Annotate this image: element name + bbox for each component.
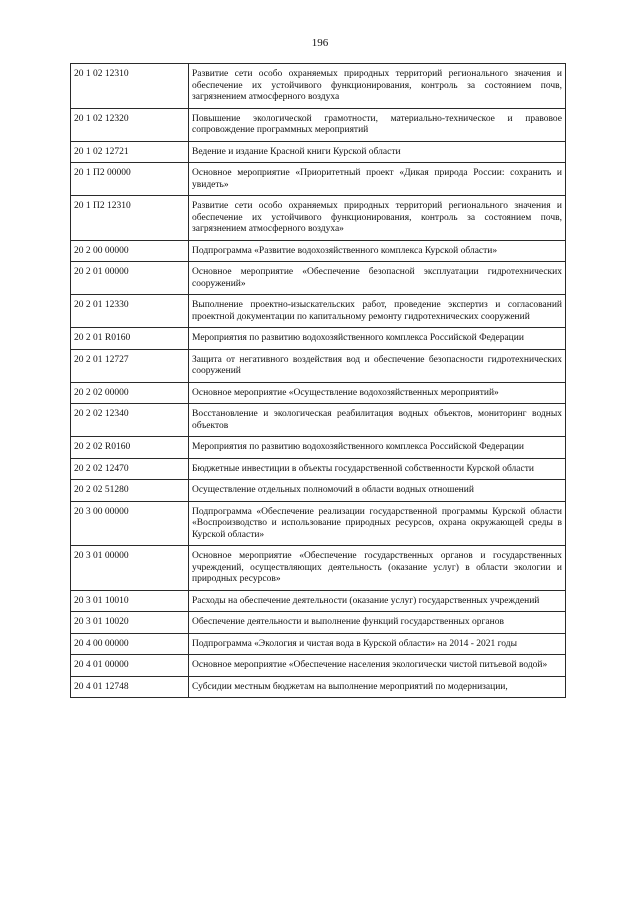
table-row (71, 612, 566, 634)
row-description: Защита от негативного воздействия вод и обеспечение безопасности гидротехнических сооружений (189, 349, 566, 382)
table-row (71, 196, 566, 241)
row-code: 20 2 02 51280 (71, 480, 189, 502)
row-description: Основное мероприятие «Осуществление водохозяйственных мероприятий» (189, 382, 566, 404)
row-code: 20 2 01 12330 (71, 295, 189, 328)
row-code: 20 3 01 10020 (71, 612, 189, 634)
row-description: Развитие сети особо охраняемых природных территорий регионального значения и обеспечение их устойчивого функционирования, контроль за состоянием почв, загрязнением атмосферного воздуха (189, 64, 566, 109)
row-code: 20 1 02 12310 (71, 64, 189, 109)
row-description: Субсидии местным бюджетам на выполнение мероприятий по модернизации, (189, 676, 566, 698)
page-number: 196 (311, 37, 329, 49)
row-description: Подпрограмма «Экология и чистая вода в Курской области» на 2014 - 2021 годы (189, 633, 566, 655)
table-row (71, 382, 566, 404)
row-description: Развитие сети особо охраняемых природных территорий регионального значения и обеспечение их устойчивого функционирования, контроль за состоянием почв, загрязнением атмосферного воздуха» (189, 196, 566, 241)
table-row (71, 546, 566, 591)
row-code: 20 4 01 12748 (71, 676, 189, 698)
table-row (71, 108, 566, 141)
row-description: Мероприятия по развитию водохозяйственного комплекса Российской Федерации (189, 328, 566, 350)
table-row (71, 141, 566, 163)
budget-codes-table (70, 63, 566, 698)
table-row (71, 501, 566, 546)
budget-codes-table-body (71, 64, 566, 698)
row-description: Выполнение проектно-изыскательских работ, проведение экспертиз и согласований проектной документации по капитальному ремонту гидротехнических сооружений (189, 295, 566, 328)
row-code: 20 3 00 00000 (71, 501, 189, 546)
row-description: Обеспечение деятельности и выполнение функций государственных органов (189, 612, 566, 634)
table-row (71, 404, 566, 437)
row-code: 20 2 01 00000 (71, 262, 189, 295)
row-description: Мероприятия по развитию водохозяйственного комплекса Российской Федерации (189, 437, 566, 459)
table-row (71, 676, 566, 698)
row-code: 20 3 01 00000 (71, 546, 189, 591)
row-code: 20 1 П2 00000 (71, 163, 189, 196)
table-row (71, 262, 566, 295)
row-code: 20 1 02 12320 (71, 108, 189, 141)
table-row (71, 655, 566, 677)
row-code: 20 4 00 00000 (71, 633, 189, 655)
row-code: 20 2 01 R0160 (71, 328, 189, 350)
row-description: Основное мероприятие «Обеспечение населения экологически чистой питьевой водой» (189, 655, 566, 677)
row-description: Подпрограмма «Развитие водохозяйственного комплекса Курской области» (189, 240, 566, 262)
row-code: 20 2 02 00000 (71, 382, 189, 404)
row-description: Основное мероприятие «Обеспечение государственных органов и государственных учреждений, осуществляющих деятельность (оказание услуг) в области экологии и природных ресурсов» (189, 546, 566, 591)
row-description: Расходы на обеспечение деятельности (оказание услуг) государственных учреждений (189, 590, 566, 612)
row-code: 20 2 01 12727 (71, 349, 189, 382)
table-row (71, 295, 566, 328)
row-code: 20 1 П2 12310 (71, 196, 189, 241)
row-code: 20 1 02 12721 (71, 141, 189, 163)
row-code: 20 2 00 00000 (71, 240, 189, 262)
table-row (71, 590, 566, 612)
row-description: Основное мероприятие «Приоритетный проект «Дикая природа России: сохранить и увидеть» (189, 163, 566, 196)
row-description: Осуществление отдельных полномочий в области водных отношений (189, 480, 566, 502)
row-description: Повышение экологической грамотности, материально-техническое и правовое сопровождение программных мероприятий (189, 108, 566, 141)
table-row (71, 240, 566, 262)
table-row (71, 633, 566, 655)
row-code: 20 2 02 R0160 (71, 437, 189, 459)
table-row (71, 349, 566, 382)
row-code: 20 2 02 12470 (71, 458, 189, 480)
table-row (71, 328, 566, 350)
table-row (71, 64, 566, 109)
row-description: Восстановление и экологическая реабилитация водных объектов, мониторинг водных объектов (189, 404, 566, 437)
row-description: Ведение и издание Красной книги Курской области (189, 141, 566, 163)
row-description: Бюджетные инвестиции в объекты государственной собственности Курской области (189, 458, 566, 480)
table-row (71, 163, 566, 196)
row-code: 20 2 02 12340 (71, 404, 189, 437)
row-code: 20 4 01 00000 (71, 655, 189, 677)
row-description: Подпрограмма «Обеспечение реализации государственной программы Курской области «Воспроизводство и использование природных ресурсов, охрана окружающей среды в Курской области» (189, 501, 566, 546)
table-row (71, 458, 566, 480)
table-row (71, 437, 566, 459)
row-description: Основное мероприятие «Обеспечение безопасной эксплуатации гидротехнических сооружений» (189, 262, 566, 295)
table-row (71, 480, 566, 502)
row-code: 20 3 01 10010 (71, 590, 189, 612)
